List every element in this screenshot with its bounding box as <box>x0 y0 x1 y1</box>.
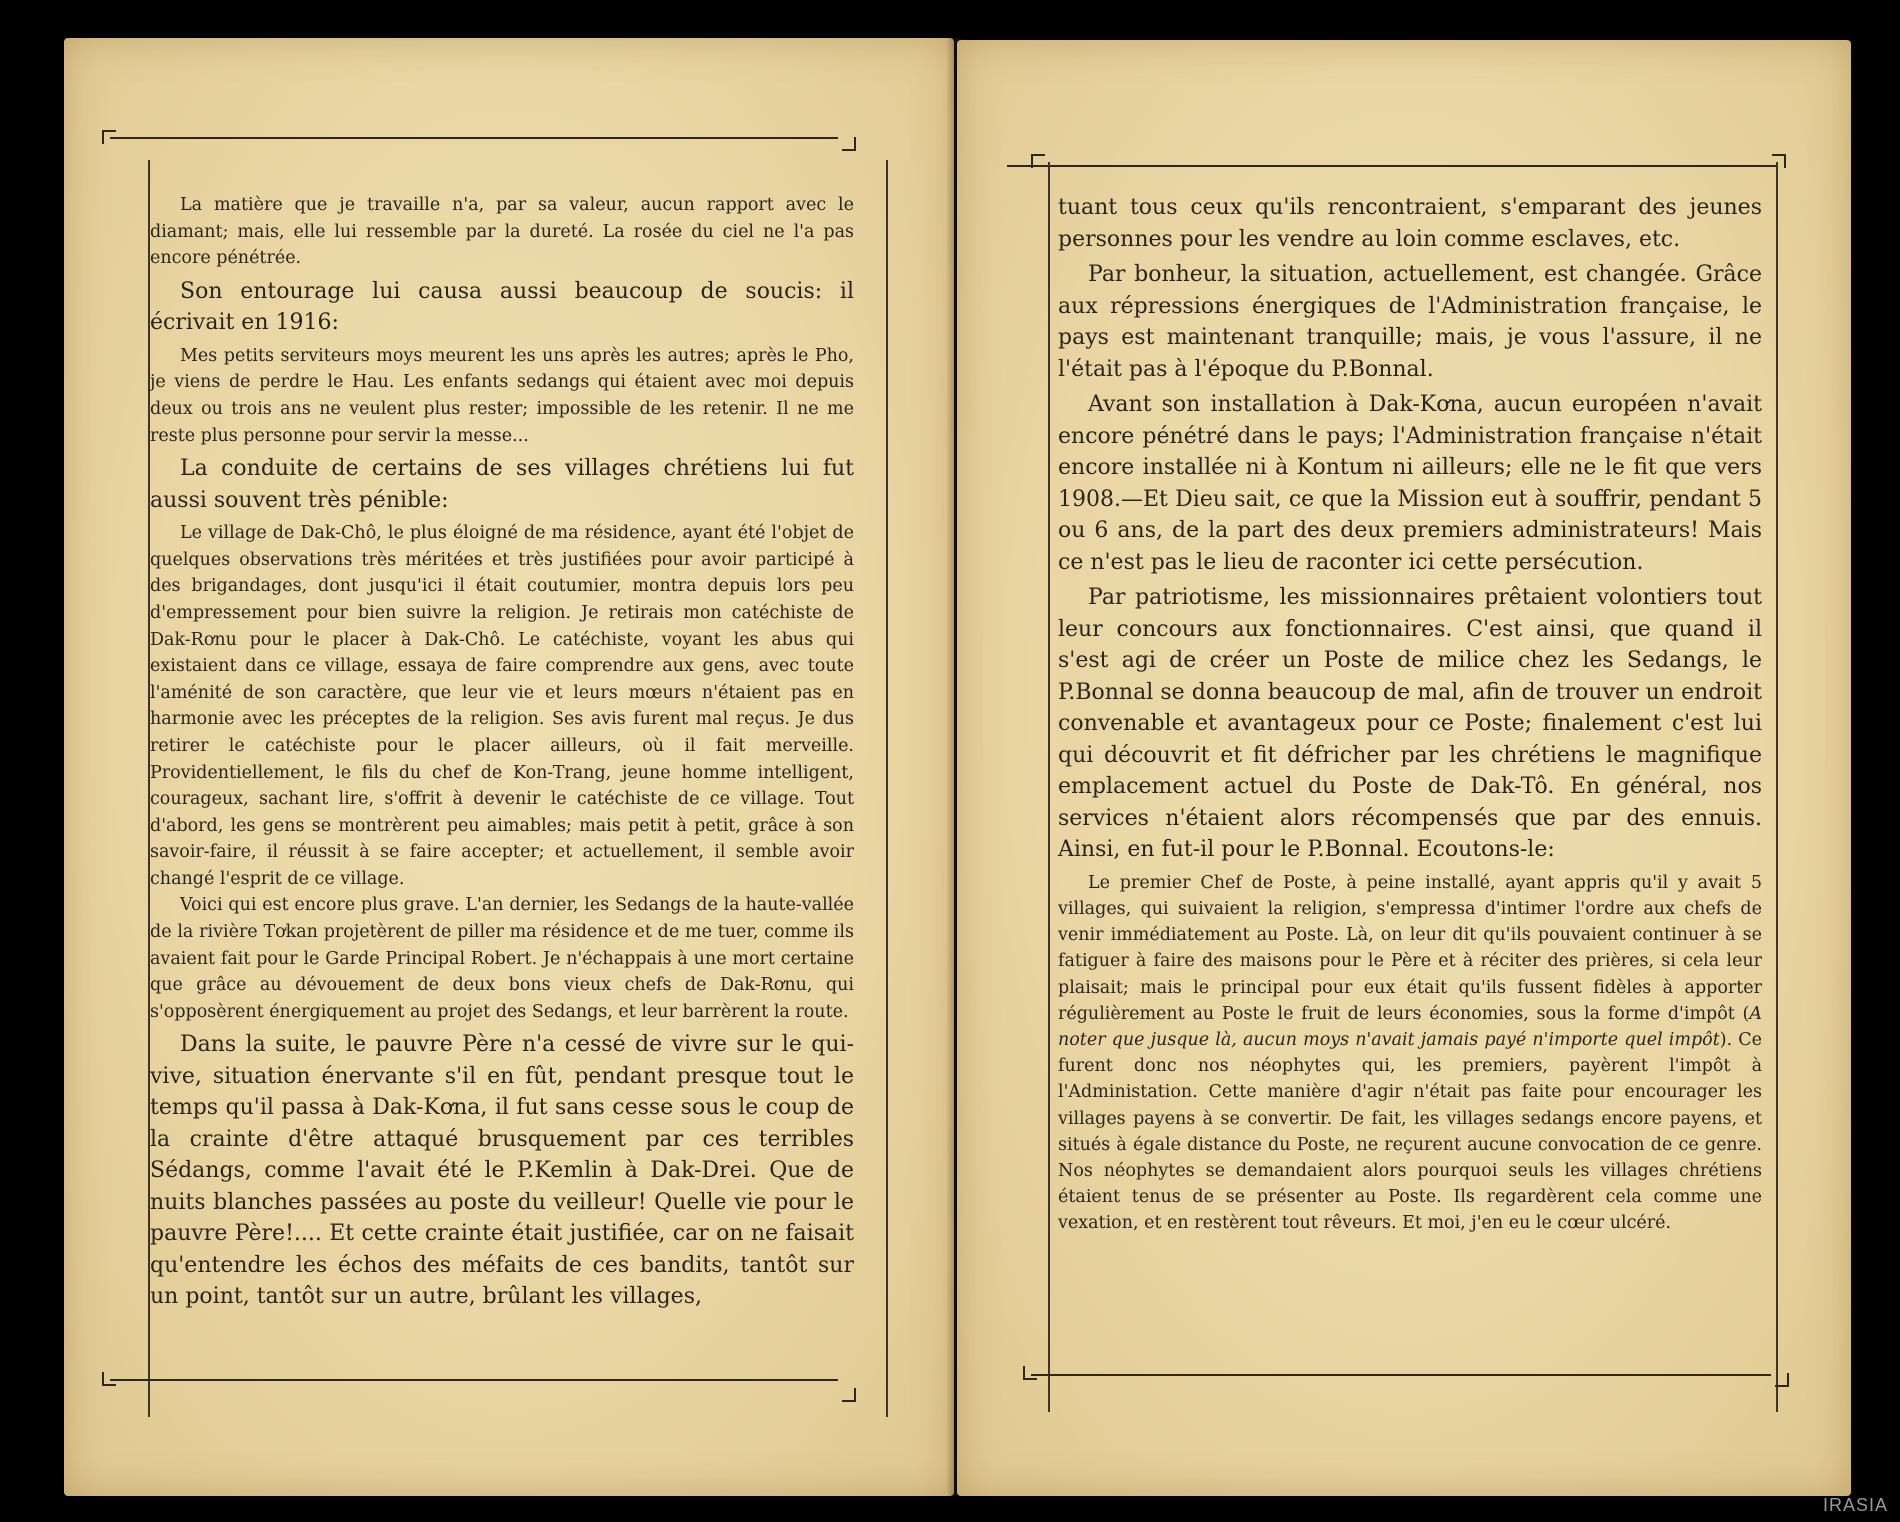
paragraph: Voici qui est encore plus grave. L'an dernier, les Sedangs de la haute-vallée de la rivière Tơkan projetèrent de piller ma résidence et de me tuer, comme ils avaient fait pour le Garde Principal Robert. Je n'échappais à une mort certaine que grâce au dévouement de deux bons vieux chefs de Dak-Rơnu, qui s'opposèrent énergiquement au projet des Sedangs, et leur barrèrent la route. <box>150 895 854 1022</box>
quoted-paragraph <box>1058 870 1762 1237</box>
left-page-text <box>150 192 854 1317</box>
bottom-right-corner-mark <box>842 1388 856 1402</box>
paragraph: Son entourage lui causa aussi beaucoup de soucis: il écrivait en 1916: <box>150 278 854 336</box>
quote-text: ). Ce furent donc nos néophytes qui, les premiers, payèrent l'impôt à l'Administation. Cette manière d'agir n'était pas faite pour encourager les villages payens à se convertir. De fait, les villages sedangs encore payens, et situés à égale distance du Poste, ne reçurent aucune convocation de ce genre. Nos néophytes se demandaient alors pourquoi seuls les villages chrétiens étaient tenus de se présenter au Poste. Ils regardèrent cela comme une vexation, et en restèrent tout rêveurs. Et moi, j'en eu le cœur ulcéré. <box>1058 1029 1762 1234</box>
bottom-right-corner-mark <box>1775 1373 1789 1387</box>
quote-text: Le premier Chef de Poste, à peine installé, ayant appris qu'il y avait 5 villages, qui suivaient la religion, s'empressa d'intimer l'ordre aux chefs de venir immédiatement au Poste. Là, on leur dit qu'ils pouvaient continuer à se fatiguer à faire des maisons pour le Père et à réciter des prières, si cela leur plaisait; mais le principal pour eux était qu'ils fussent fidèles à apporter régulièrement au Poste le fruit de leurs économies, sous la forme d'impôt ( <box>1058 872 1762 1024</box>
top-left-corner-mark <box>102 130 116 144</box>
right-page-text <box>1058 192 1762 1237</box>
top-right-corner-mark <box>842 137 856 151</box>
bottom-rule <box>1031 1374 1771 1376</box>
paragraph: La matière que je travaille n'a, par sa valeur, aucun rapport avec le diamant; mais, elle lui ressemble par la dureté. La rosée du ciel ne l'a pas encore pénétrée. <box>150 195 854 269</box>
watermark: IRASIA <box>1822 1495 1888 1515</box>
top-rule <box>110 137 838 139</box>
left-page <box>64 38 954 1496</box>
paragraph: Mes petits serviteurs moys meurent les uns après les autres; après le Pho, je viens de perdre le Hau. Les enfants sedangs qui étaient avec moi depuis deux ou trois ans ne veulent plus rester; impossible de les retenir. Il ne me reste plus personne pour servir la messe... <box>150 345 854 446</box>
paragraph: Par patriotisme, les missionnaires prêtaient volontiers tout leur concours aux fonctionnaires. C'est ainsi, que quand il s'est agi de créer un Poste de milice chez les Sedangs, le P.Bonnal se donna beaucoup de mal, afin de trouver un endroit convenable et avantageux pour ce Poste; finalement c'est lui qui découvrit et fit défricher par les chrétiens le magnifique emplacement actuel du Poste de Dak-Tô. En général, nos services n'étaient alors récompensés que par des ennuis. Ainsi, en fut-il pour le P.Bonnal. Ecoutons-le: <box>1058 585 1762 863</box>
paragraph: Dans la suite, le pauvre Père n'a cessé de vivre sur le qui-vive, situation énervante s'il en fût, pendant presque tout le temps qu'il passa à Dak-Kơna, il fut sans cesse sous le coup de la crainte d'être attaqué brusquement par ces terribles Sédangs, comme l'avait été le P.Kemlin à Dak-Drei. Que de nuits blanches passées au poste du veilleur! Quelle vie pour le pauvre Père!.... Et cette crainte était justifiée, car on ne faisait qu'entendre les échos des méfaits de ces bandits, tantôt sur un point, tantôt sur un autre, brûlant les villages, <box>150 1032 854 1310</box>
paragraph: Avant son installation à Dak-Kơna, aucun européen n'avait encore pénétré dans le pays; l'Administration française n'était encore installée ni à Kontum ni ailleurs; elle ne le fit que vers 1908.—Et Dieu sait, ce que la Mission eut à souffrir, pendant 5 ou 6 ans, de la part des deux premiers administrateurs! Mais ce n'est pas le lieu de raconter ici cette persécution. <box>1058 392 1762 575</box>
right-page <box>957 40 1851 1496</box>
paragraph: Le village de Dak-Chô, le plus éloigné de ma résidence, ayant été l'objet de quelques observations très méritées et très justifiées pour avoir participé à des brigandages, dont jusqu'ici il était coutumier, montra depuis lors peu d'empressement pour bien suivre la religion. Je retirais mon catéchiste de Dak-Rơnu pour le placer à Dak-Chô. Le catéchiste, voyant les abus qui existaient dans ce village, essaya de faire comprendre aux gens, avec toute l'aménité de son caractère, que leur vie et leurs mœurs n'étaient pas en harmonie avec les préceptes de la religion. Ses avis furent mal reçus. Je dus retirer le catéchiste pour le placer ailleurs, où il fait merveille. Providentiellement, le fils du chef de Kon-Trang, jeune homme intelligent, courageux, sachant lire, s'offrit à devenir le catéchiste de ce village. Tout d'abord, les gens se montrèrent peu aimables; mais petit à petit, grâce à son savoir-faire, il réussit à se faire accepter; et actuellement, il semble avoir changé l'esprit de ce village. <box>150 523 854 889</box>
quote-italic-note: A noter que jusque là, aucun moys n'avait jamais payé n'importe quel impôt <box>1058 1003 1762 1050</box>
bottom-left-corner-mark <box>1023 1366 1037 1380</box>
paragraph: Par bonheur, la situation, actuellement, est changée. Grâce aux répressions énergiques de l'Administration française, le pays est maintenant tranquille; mais, je vous l'assure, il ne l'était pas à l'époque du P.Bonnal. <box>1058 262 1762 382</box>
bottom-rule <box>110 1379 838 1381</box>
bottom-left-corner-mark <box>102 1372 116 1386</box>
paragraph-continuation: tuant tous ceux qu'ils rencontraient, s'emparant des jeunes personnes pour les vendre au loin comme esclaves, etc. <box>1058 195 1762 252</box>
top-left-corner-mark <box>1031 154 1045 168</box>
paragraph: La conduite de certains de ses villages chrétiens lui fut aussi souvent très pénible: <box>150 456 854 513</box>
